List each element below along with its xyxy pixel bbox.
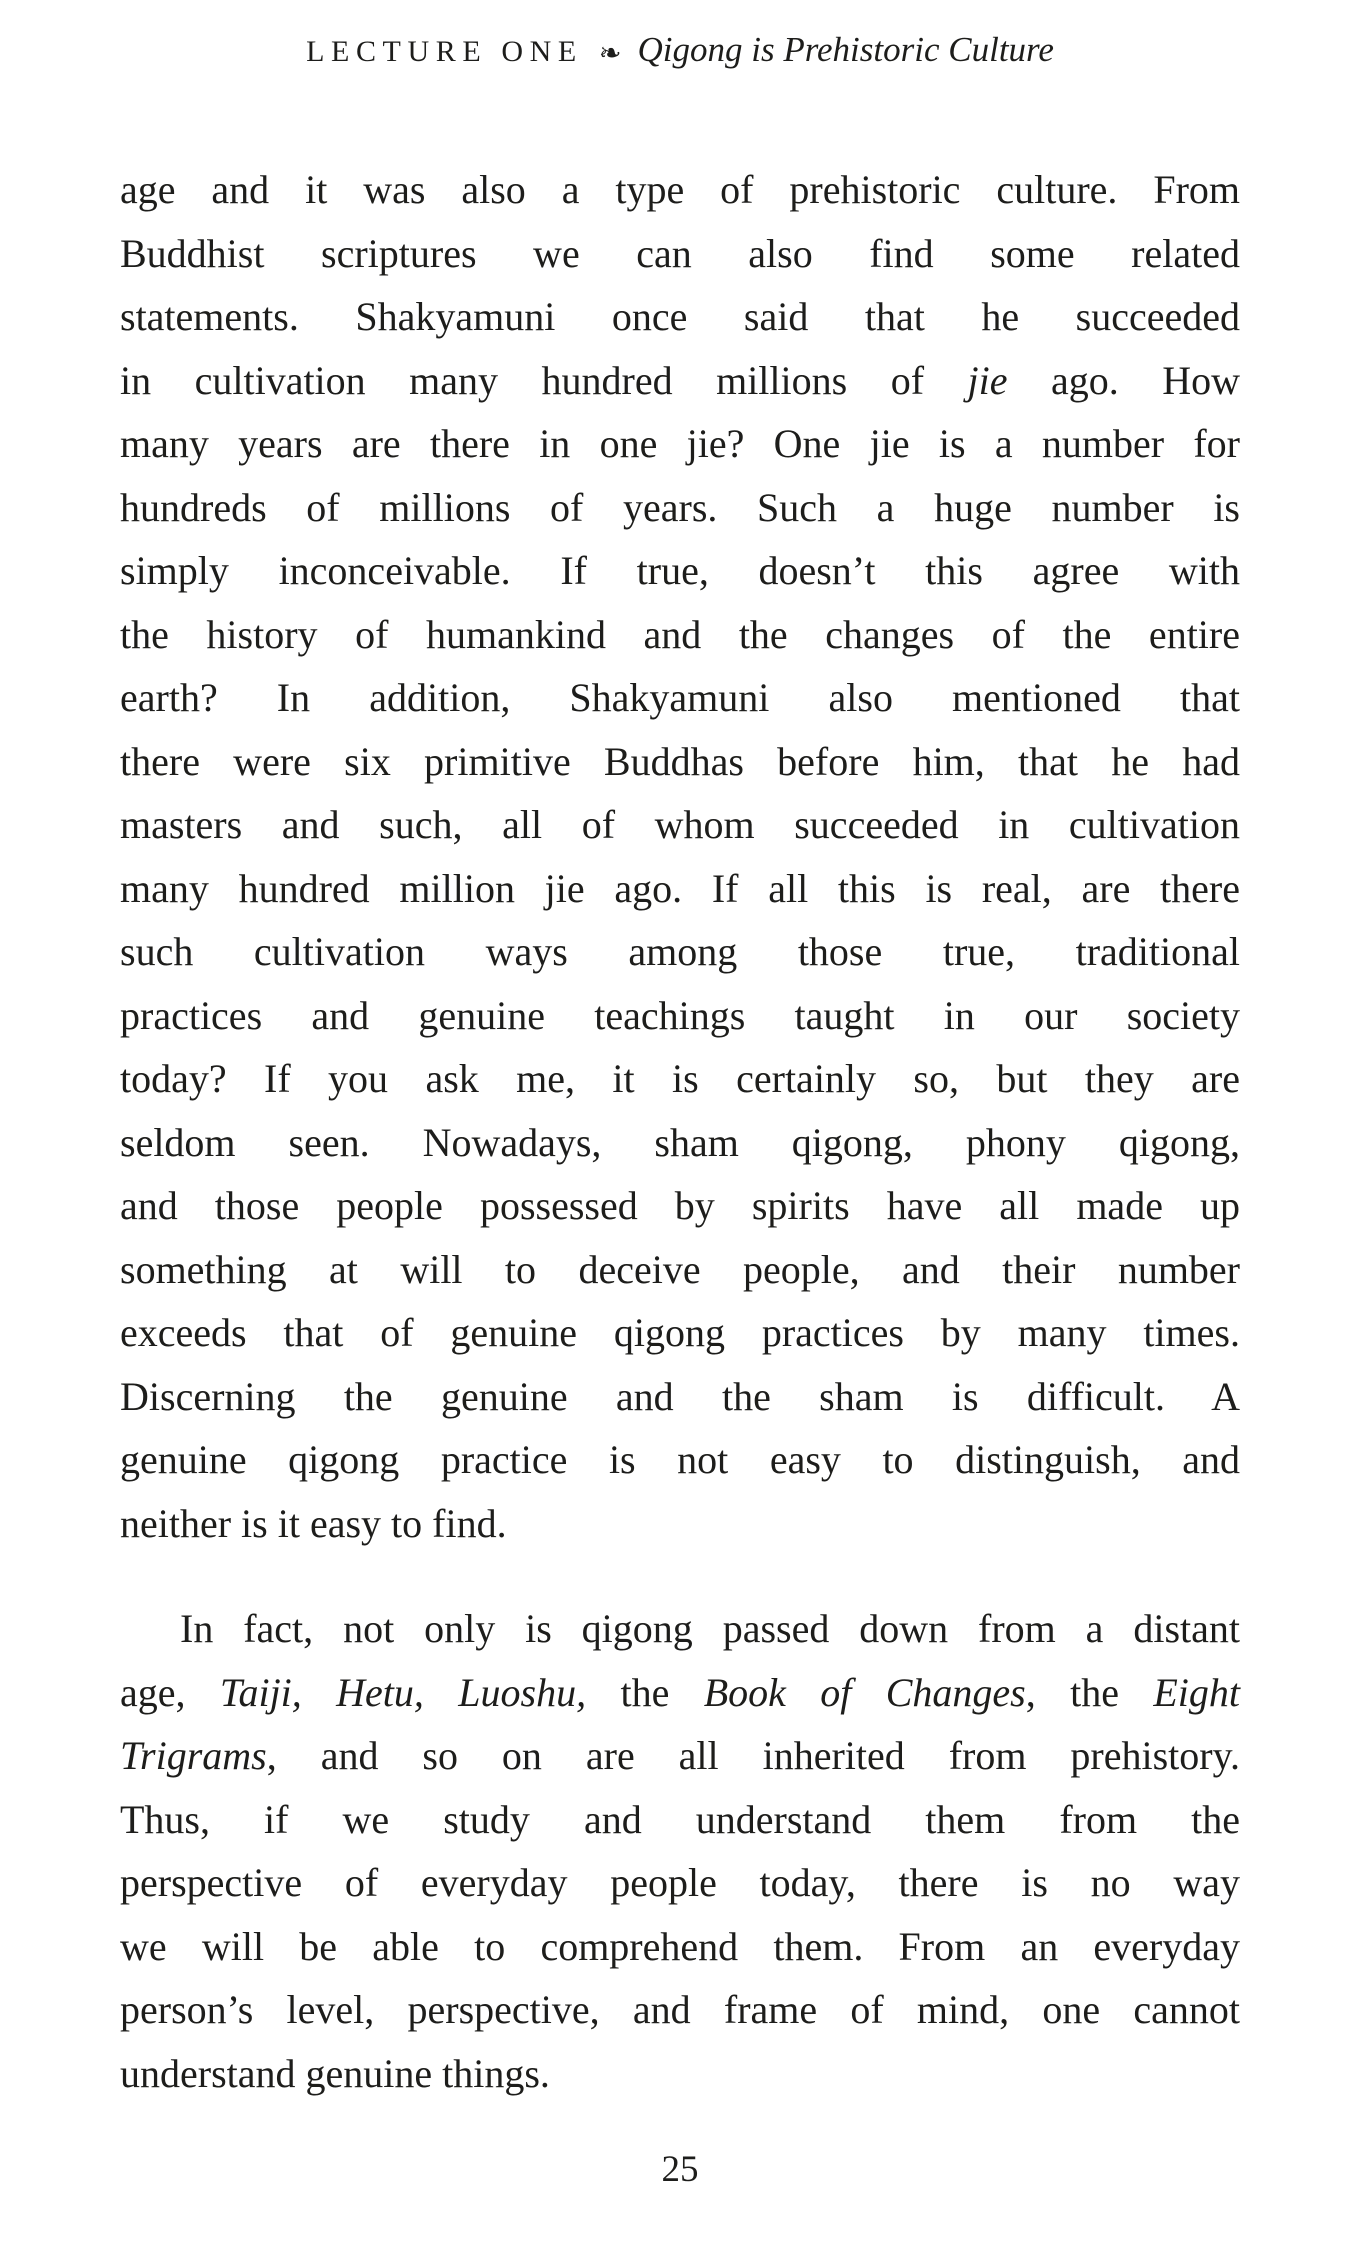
text-line — [120, 603, 1240, 667]
text-line — [120, 1301, 1240, 1365]
text-line — [120, 412, 1240, 476]
text-segment: Discerning the genuine and the sham is difficult. A — [120, 1373, 1240, 1419]
text-segment: In fact, not only is qigong passed down from a distant — [180, 1606, 1240, 1651]
running-header-lecture-label: LECTURE ONE — [306, 35, 583, 68]
text-line — [120, 1111, 1240, 1175]
text-line — [120, 1978, 1240, 2042]
text-line — [120, 285, 1240, 349]
running-header-chapter-title: Qigong is Prehistoric Culture — [637, 30, 1054, 69]
page-number: 25 — [661, 2149, 699, 2190]
text-segment: person’s level, perspective, and frame of mind, one cannot — [120, 1987, 1240, 2032]
text-segment: perspective of everyday people today, there is no way — [120, 1860, 1240, 1905]
page-body — [120, 158, 1240, 2105]
text-segment: such cultivation ways among those true, traditional — [120, 929, 1240, 974]
text-segment: understand genuine things. — [120, 2050, 550, 2096]
text-segment: many hundred million jie ago. If all this is real, are there — [120, 865, 1240, 911]
text-line — [120, 793, 1240, 857]
text-segment: today? If you ask me, it is certainly so, but they are — [120, 1056, 1240, 1101]
italic-text-segment: Book of Changes — [703, 1669, 1026, 1715]
running-header — [120, 30, 1240, 70]
text-line — [120, 539, 1240, 603]
text-segment: the — [586, 1669, 704, 1715]
text-line — [120, 1661, 1240, 1725]
text-segment: genuine qigong practice is not easy to distinguish, and — [120, 1437, 1240, 1482]
text-line — [120, 158, 1240, 222]
italic-text-segment: Eight — [1153, 1669, 1240, 1715]
text-segment: , and so on are all inherited from prehistory. — [266, 1733, 1240, 1778]
text-segment: exceeds that of genuine qigong practices by many times. — [120, 1310, 1240, 1355]
text-line — [120, 730, 1240, 794]
text-line — [120, 1915, 1240, 1979]
text-segment: masters and such, all of whom succeeded in cultivation — [120, 802, 1240, 847]
text-line — [120, 1365, 1240, 1429]
text-line — [120, 1788, 1240, 1852]
text-segment: age and it was also a type of prehistoric culture. From — [120, 167, 1240, 212]
paragraph — [120, 158, 1240, 1555]
italic-text-segment: Taiji, Hetu, Luoshu, — [219, 1669, 587, 1715]
text-segment: there were six primitive Buddhas before him, that he had — [120, 738, 1240, 784]
text-segment: neither is it easy to find. — [120, 1500, 507, 1546]
text-segment: age, — [120, 1669, 220, 1715]
text-segment: seldom seen. Nowadays, sham qigong, phony qigong, — [120, 1119, 1240, 1165]
text-line — [120, 666, 1240, 730]
text-line — [120, 984, 1240, 1048]
text-segment: Buddhist scriptures we can also find some related — [120, 230, 1240, 276]
text-line — [120, 1597, 1240, 1661]
text-line — [120, 1174, 1240, 1238]
text-line — [120, 2042, 1240, 2106]
text-segment: the history of humankind and the changes of the entire — [120, 611, 1240, 657]
text-segment: something at will to deceive people, and their number — [120, 1246, 1240, 1292]
text-line — [120, 1047, 1240, 1111]
text-segment: and those people possessed by spirits have all made up — [120, 1183, 1240, 1228]
text-line — [120, 1428, 1240, 1492]
text-segment: ago. How — [1007, 357, 1240, 403]
text-segment: statements. Shakyamuni once said that he succeeded — [120, 294, 1240, 339]
italic-text-segment: jie — [967, 357, 1008, 403]
text-segment: earth? In addition, Shakyamuni also mentioned that — [120, 675, 1240, 720]
text-line — [120, 1238, 1240, 1302]
text-segment: many years are there in one jie? One jie is a number for — [120, 421, 1240, 466]
text-segment: , the — [1025, 1669, 1154, 1715]
italic-text-segment: Trigrams — [120, 1733, 267, 1778]
text-line — [120, 476, 1240, 540]
text-segment: in cultivation many hundred millions of — [120, 357, 968, 403]
page-footer — [0, 2148, 1360, 2191]
paragraph — [120, 1597, 1240, 2105]
text-segment: hundreds of millions of years. Such a huge number is — [120, 484, 1240, 530]
text-line — [120, 1724, 1240, 1788]
text-line — [120, 857, 1240, 921]
text-line — [120, 1492, 1240, 1556]
text-line — [120, 920, 1240, 984]
text-segment: simply inconceivable. If true, doesn’t this agree with — [120, 548, 1240, 593]
text-segment: Thus, if we study and understand them from the — [120, 1796, 1240, 1842]
text-line — [120, 222, 1240, 286]
hedera-leaf-ornament-icon: ❧ — [598, 38, 622, 69]
text-line — [120, 349, 1240, 413]
text-segment: practices and genuine teachings taught in our society — [120, 992, 1240, 1038]
text-segment: we will be able to comprehend them. From an everyday — [120, 1923, 1240, 1969]
text-line — [120, 1851, 1240, 1915]
